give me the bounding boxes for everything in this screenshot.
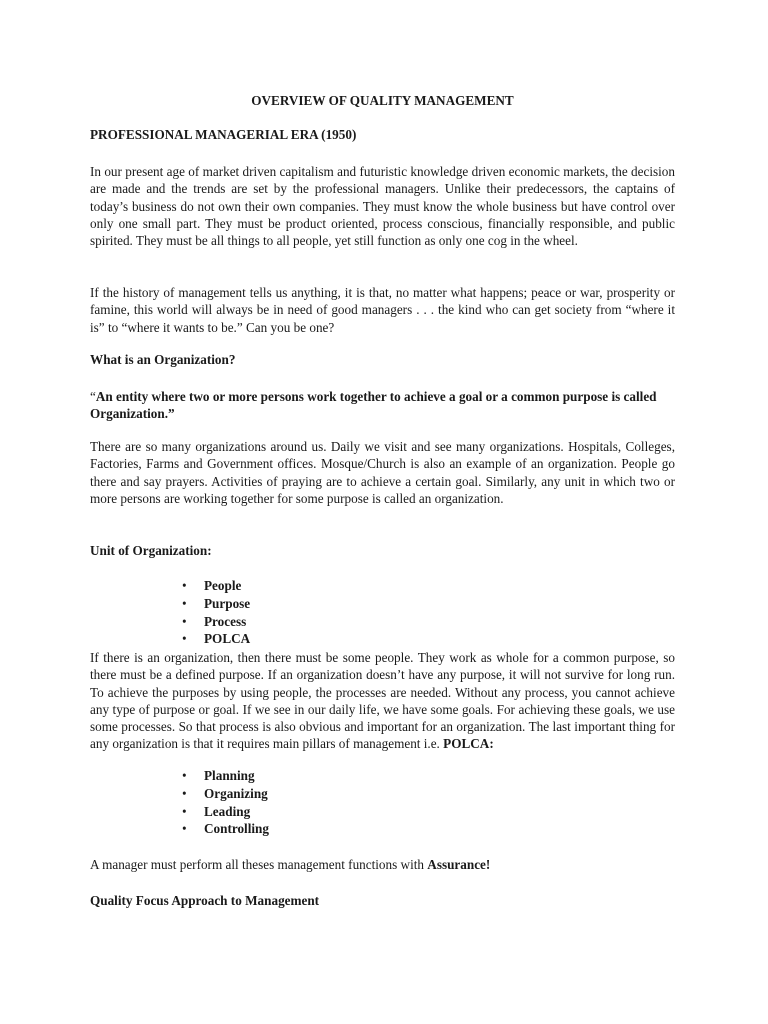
list-item: • People — [182, 577, 250, 595]
organization-definition-quote — [90, 388, 675, 423]
closing-text: A manager must perform all theses management functions with — [90, 857, 428, 872]
quote-open-mark: “ — [90, 389, 96, 404]
assurance-label: Assurance! — [427, 857, 491, 872]
list-item: • Purpose — [182, 595, 250, 613]
list-item: • POLCA — [182, 630, 250, 648]
list-item: • Leading — [182, 803, 269, 821]
paragraph-text: If there is an organization, then there must be some people. They work as whole for a common purpose, so there must be a defined purpose. If an organization doesn’t have any purpose, it will not survive for long run. To achieve the purposes by using people, the processes are needed. Without any process, you cannot achieve any type of purpose or goal. If we see in our daily life, we have some goals. For achieving these goals, we use some processes. So that process is also obvious and important for an organization. The last important thing for any organization is that it requires main pillars of management i.e. — [90, 650, 675, 752]
polca-label: POLCA: — [443, 736, 494, 752]
list-item: • Organizing — [182, 785, 269, 803]
management-functions-list — [182, 767, 269, 838]
section-heading-professional-era: PROFESSIONAL MANAGERIAL ERA (1950) — [90, 127, 357, 142]
paragraph-manager-assurance — [90, 856, 675, 873]
units-list — [182, 577, 250, 648]
quote-text: An entity where two or more persons work together to achieve a goal or a common purpose is called Organization.” — [90, 389, 657, 422]
paragraph-market-capitalism: In our present age of market driven capitalism and futuristic knowledge driven economic markets, the decision are made and the trends are set by the professional managers. Unlike their predecessors, the captains of today’s business do not own their own companies. They must know the whole business but have control over only one small part. They must be product oriented, process conscious, financially responsible, and public spirited. They must be all things to all people, yet still function as only one cog in the wheel. — [90, 164, 675, 249]
paragraph-organizations-around-us: There are so many organizations around us. Daily we visit and see many organizations. Hospitals, Colleges, Factories, Farms and Government offices. Mosque/Church is also an example of an organization. People go there and say prayers. Activities of praying are to achieve a certain goal. Similarly, any unit in which two or more persons are working together for some purpose is called an organization. — [90, 439, 675, 506]
section-heading-quality-focus: Quality Focus Approach to Management — [90, 893, 320, 908]
list-item: • Planning — [182, 767, 269, 785]
paragraph-organization-units — [90, 649, 675, 753]
section-heading-what-is-organization: What is an Organization? — [90, 352, 236, 367]
document-title: OVERVIEW OF QUALITY MANAGEMENT — [251, 93, 514, 108]
list-item: • Process — [182, 613, 250, 631]
paragraph-history-of-management: If the history of management tells us anything, it is that, no matter what happens; peace or war, prosperity or famine, this world will always be in need of good managers . . . the kind who can get society from “where it is” to “where it wants to be.” Can you be one? — [90, 285, 675, 335]
list-item: • Controlling — [182, 820, 269, 838]
section-heading-unit-of-organization: Unit of Organization: — [90, 543, 212, 558]
